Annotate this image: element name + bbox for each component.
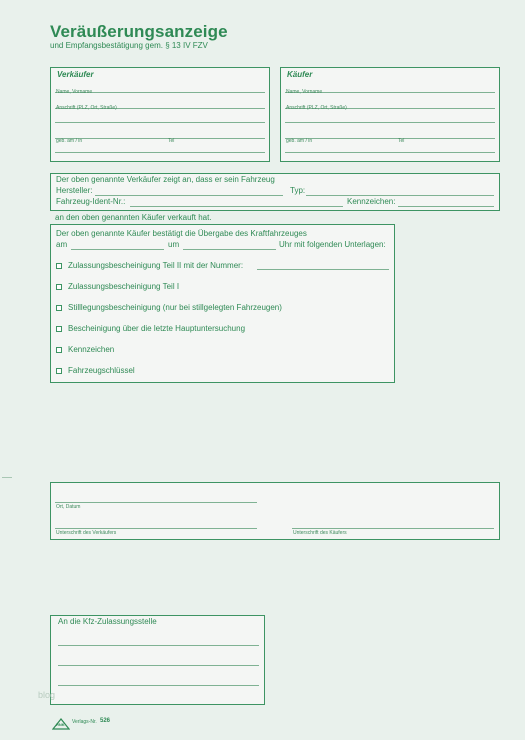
seller-box	[50, 67, 270, 162]
checkbox-deregistration[interactable]	[56, 305, 62, 311]
sold-text: an den oben genannten Käufer verkauft hat.	[55, 213, 212, 222]
checkbox-vehicle-keys[interactable]	[56, 368, 62, 374]
seller-phone-label: Tel	[168, 138, 175, 144]
checkbox-inspection[interactable]	[56, 326, 62, 332]
handover-uhr-text: Uhr mit folgenden Unterlagen:	[279, 240, 386, 249]
publisher-logo-text: RNK	[56, 722, 65, 727]
checkbox-reg-cert-2[interactable]	[56, 263, 62, 269]
item-reg-cert-1: Zulassungsbescheinigung Teil I	[68, 282, 180, 291]
manufacturer-field[interactable]	[95, 195, 283, 196]
seller-phone-line[interactable]	[55, 152, 265, 153]
seller-address-label: Anschrift (PLZ, Ort, Straße)	[56, 105, 117, 111]
signature-box	[50, 482, 500, 540]
seller-address-line-2[interactable]	[55, 122, 265, 123]
place-date-label: Ort, Datum	[56, 504, 81, 510]
checkbox-reg-cert-1[interactable]	[56, 284, 62, 290]
handover-time-field[interactable]	[183, 249, 276, 250]
handover-box	[50, 224, 395, 383]
handover-date-field[interactable]	[71, 249, 164, 250]
buyer-phone-line[interactable]	[285, 152, 495, 153]
watermark: blog	[38, 690, 56, 700]
type-field[interactable]	[306, 195, 494, 196]
seller-title: Verkäufer	[57, 70, 94, 79]
checkbox-license-plate[interactable]	[56, 347, 62, 353]
form-subtitle: und Empfangsbestätigung gem. § 13 IV FZV	[50, 41, 208, 50]
vin-label: Fahrzeug-Ident-Nr.:	[56, 197, 126, 206]
buyer-address-line-2[interactable]	[285, 122, 495, 123]
registration-office-title: An die Kfz-Zulassungsstelle	[58, 617, 157, 626]
buyer-birth-line[interactable]	[285, 138, 495, 139]
registration-office-box	[50, 615, 265, 705]
reg-cert-2-number-field[interactable]	[257, 269, 389, 270]
plate-field[interactable]	[398, 206, 494, 207]
seller-birth-label: geb. am / in	[56, 138, 83, 144]
item-inspection: Bescheinigung über die letzte Hauptuntersuchung	[68, 324, 246, 333]
buyer-signature-line[interactable]	[292, 528, 494, 529]
seller-signature-line[interactable]	[55, 528, 257, 529]
buyer-phone-label: Tel	[398, 138, 405, 144]
order-label: Verlags-Nr.	[72, 719, 97, 725]
form-title: Veräußerungsanzeige	[50, 22, 228, 41]
buyer-name-label: Name, Vorname	[286, 89, 323, 95]
plate-label: Kennzeichen:	[347, 197, 396, 206]
buyer-birth-label: geb. am / in	[286, 138, 313, 144]
item-vehicle-keys: Fahrzeugschlüssel	[68, 366, 135, 375]
vin-field[interactable]	[130, 206, 343, 207]
office-address-line-2[interactable]	[58, 665, 259, 666]
vehicle-box	[50, 173, 500, 211]
manufacturer-label: Hersteller:	[56, 186, 93, 195]
handover-um-label: um	[168, 240, 180, 249]
item-deregistration: Stilllegungsbescheinigung (nur bei stillgelegten Fahrzeugen)	[68, 303, 282, 312]
item-reg-cert-2: Zulassungsbescheinigung Teil II mit der Nummer:	[68, 261, 244, 270]
item-license-plate: Kennzeichen	[68, 345, 115, 354]
handover-am-label: am	[56, 240, 68, 249]
publisher-logo	[52, 717, 70, 729]
order-number: 526	[100, 718, 111, 724]
buyer-title: Käufer	[287, 70, 313, 79]
seller-signature-label: Unterschrift des Verkäufers	[56, 530, 117, 536]
handover-intro: Der oben genannte Käufer bestätigt die Übergabe des Kraftfahrzeuges	[56, 229, 307, 238]
type-label: Typ:	[290, 186, 306, 195]
office-address-line-1[interactable]	[58, 645, 259, 646]
seller-name-label: Name, Vorname	[56, 89, 93, 95]
seller-birth-line[interactable]	[55, 138, 265, 139]
buyer-address-label: Anschrift (PLZ, Ort, Straße)	[286, 105, 347, 111]
buyer-signature-label: Unterschrift des Käufers	[293, 530, 347, 536]
buyer-box	[280, 67, 500, 162]
fold-mark	[2, 477, 12, 478]
office-address-line-3[interactable]	[58, 685, 259, 686]
vehicle-intro: Der oben genannte Verkäufer zeigt an, dass er sein Fahrzeug	[56, 175, 275, 184]
place-date-line[interactable]	[55, 502, 257, 503]
